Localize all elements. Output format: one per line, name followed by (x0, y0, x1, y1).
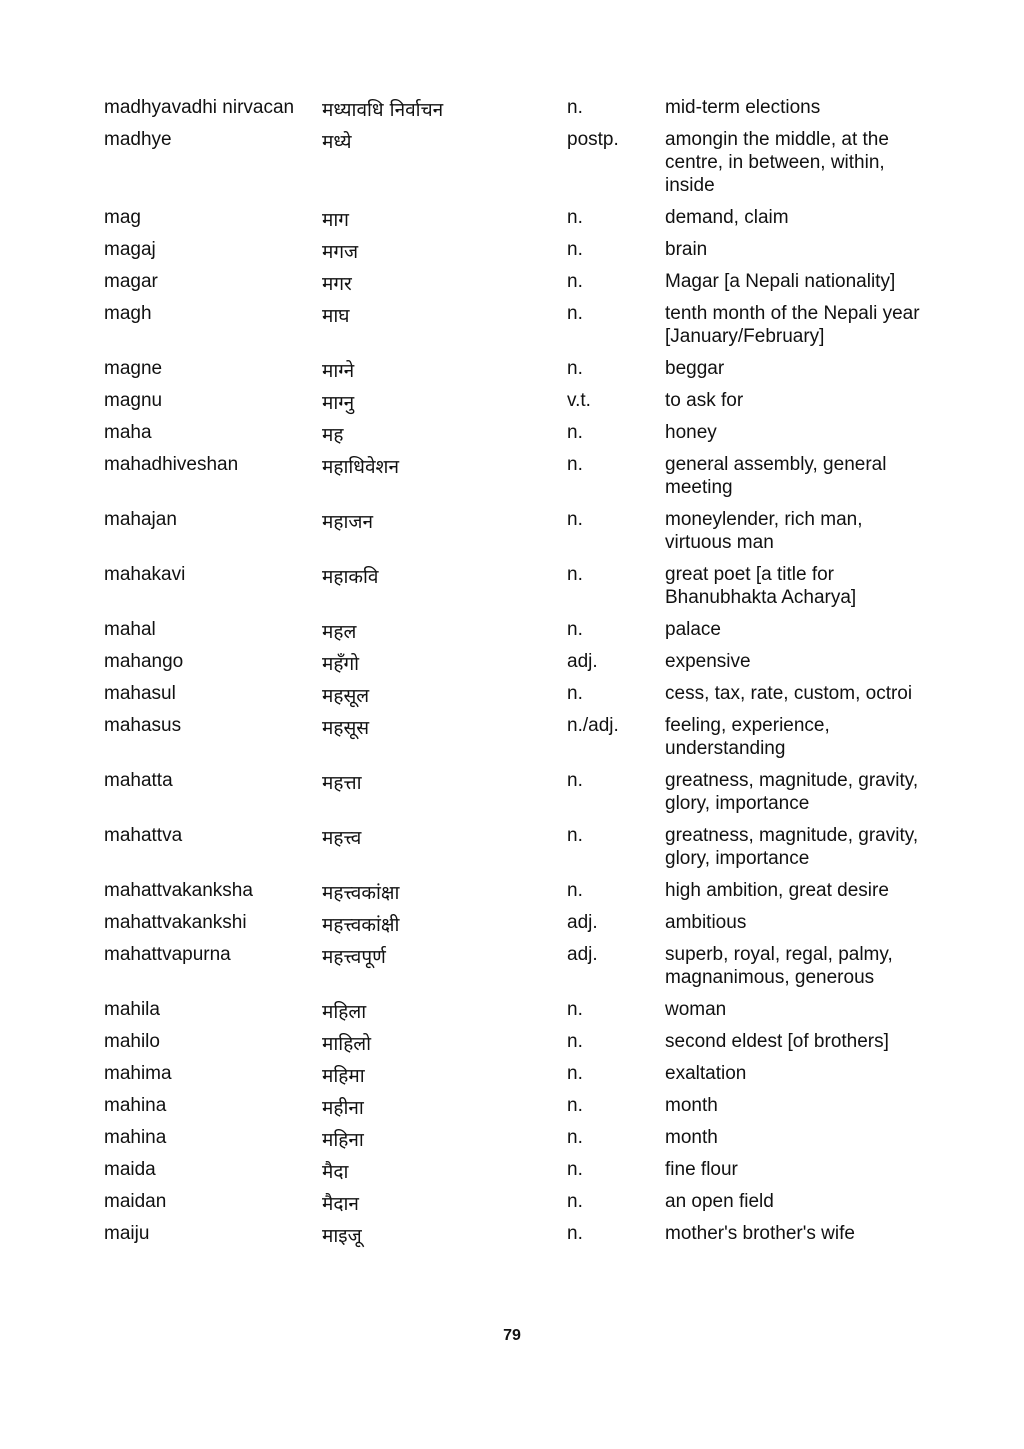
entry-devanagari: माइजू (322, 1225, 362, 1247)
entry-devanagari: माग्ने (322, 360, 355, 382)
entry-devanagari: महत्त्वपूर्ण (322, 946, 386, 968)
entry-romanized: mahango (104, 651, 184, 672)
entry-definition: honey (665, 422, 717, 443)
entry-part-of-speech: n. (567, 770, 583, 791)
entry-romanized: magar (104, 271, 158, 292)
page-number: 79 (503, 1327, 521, 1344)
dictionary-entry (0, 1062, 1024, 1094)
dictionary-entry (0, 96, 1024, 128)
entry-definition: demand, claim (665, 207, 789, 228)
entry-definition: cess, tax, rate, custom, octroi (665, 683, 913, 704)
entry-romanized: mahal (104, 619, 156, 640)
entry-definition: general assembly, general meeting (665, 454, 887, 498)
dictionary-entry (0, 1222, 1024, 1254)
entry-definition: woman (665, 999, 727, 1020)
dictionary-entry (0, 682, 1024, 714)
entry-devanagari: महत्त्वकांक्षा (322, 882, 400, 904)
entry-definition: greatness, magnitude, gravity, glory, importance (665, 770, 919, 814)
entry-definition: greatness, magnitude, gravity, glory, importance (665, 825, 919, 869)
entry-devanagari: मध्यावधि निर्वाचन (322, 99, 444, 121)
entry-definition: great poet [a title for Bhanubhakta Acharya] (665, 564, 857, 608)
entry-part-of-speech: n. (567, 1127, 583, 1148)
entry-devanagari: माहिलो (322, 1033, 372, 1055)
entry-romanized: mahatta (104, 770, 173, 791)
entry-part-of-speech: adj. (567, 944, 598, 965)
entry-romanized: magaj (104, 239, 156, 260)
entry-part-of-speech: n. (567, 683, 583, 704)
entry-part-of-speech: n. (567, 358, 583, 379)
entry-definition: palace (665, 619, 721, 640)
dictionary-entry (0, 453, 1024, 508)
entry-part-of-speech: n. (567, 1191, 583, 1212)
dictionary-entry (0, 1126, 1024, 1158)
entry-devanagari: महत्ता (322, 772, 362, 794)
entry-part-of-speech: n. (567, 271, 583, 292)
dictionary-entry (0, 714, 1024, 769)
entry-definition: second eldest [of brothers] (665, 1031, 889, 1052)
entry-definition: mother's brother's wife (665, 1223, 855, 1244)
entry-definition: Magar [a Nepali nationality] (665, 271, 896, 292)
entry-romanized: magh (104, 303, 152, 324)
entry-devanagari: महत्त्व (322, 827, 362, 849)
entry-devanagari: मैदान (322, 1193, 359, 1215)
dictionary-entry (0, 563, 1024, 618)
entry-devanagari: महसूस (322, 717, 370, 739)
entry-romanized: mahattvapurna (104, 944, 231, 965)
entry-definition: expensive (665, 651, 751, 672)
entry-romanized: magnu (104, 390, 163, 411)
entry-definition: an open field (665, 1191, 774, 1212)
entry-romanized: madhye (104, 129, 172, 150)
dictionary-entry (0, 238, 1024, 270)
entry-definition: moneylender, rich man, virtuous man (665, 509, 863, 553)
entry-definition: month (665, 1095, 718, 1116)
entry-definition: mid-term elections (665, 97, 821, 118)
entry-romanized: mahina (104, 1127, 167, 1148)
entry-part-of-speech: n. (567, 422, 583, 443)
entry-part-of-speech: n. (567, 454, 583, 475)
entry-definition: fine flour (665, 1159, 738, 1180)
entry-romanized: mahasus (104, 715, 182, 736)
entry-romanized: mahajan (104, 509, 177, 530)
entry-part-of-speech: adj. (567, 912, 598, 933)
entry-definition: brain (665, 239, 708, 260)
entry-devanagari: महत्त्वकांक्षी (322, 914, 400, 936)
entry-romanized: madhyavadhi nirvacan (104, 97, 295, 118)
entry-definition: feeling, experience, understanding (665, 715, 830, 759)
entry-part-of-speech: n. (567, 564, 583, 585)
entry-devanagari: मध्ये (322, 131, 352, 153)
entry-part-of-speech: n. (567, 1031, 583, 1052)
entry-romanized: mahasul (104, 683, 176, 704)
entry-devanagari: मगर (322, 273, 352, 295)
dictionary-entry (0, 270, 1024, 302)
entry-part-of-speech: n./adj. (567, 715, 619, 736)
entry-definition: exaltation (665, 1063, 747, 1084)
entry-devanagari: महँगो (322, 653, 360, 675)
entry-part-of-speech: n. (567, 97, 583, 118)
entry-definition: ambitious (665, 912, 747, 933)
entry-definition: tenth month of the Nepali year [January/February] (665, 303, 920, 347)
dictionary-entry (0, 1094, 1024, 1126)
dictionary-entry (0, 650, 1024, 682)
entry-definition: high ambition, great desire (665, 880, 889, 901)
dictionary-entry (0, 508, 1024, 563)
entry-devanagari: महाधिवेशन (322, 456, 400, 478)
entry-devanagari: महाकवि (322, 566, 379, 588)
entry-romanized: mahakavi (104, 564, 186, 585)
entry-devanagari: महाजन (322, 511, 374, 533)
dictionary-entry (0, 389, 1024, 421)
entry-part-of-speech: n. (567, 1223, 583, 1244)
dictionary-entry (0, 824, 1024, 879)
entry-part-of-speech: n. (567, 1063, 583, 1084)
entry-devanagari: महसूल (322, 685, 370, 707)
dictionary-entry (0, 769, 1024, 824)
entry-romanized: mahilo (104, 1031, 160, 1052)
entry-part-of-speech: postp. (567, 129, 619, 150)
entry-part-of-speech: n. (567, 207, 583, 228)
entry-part-of-speech: n. (567, 303, 583, 324)
entry-romanized: mahattva (104, 825, 183, 846)
entry-part-of-speech: v.t. (567, 390, 591, 411)
dictionary-entry (0, 1030, 1024, 1062)
entry-devanagari: महल (322, 621, 357, 643)
entry-definition: amongin the middle, at the centre, in between, within, inside (665, 129, 889, 196)
entry-part-of-speech: n. (567, 509, 583, 530)
entry-romanized: mahila (104, 999, 160, 1020)
dictionary-entry (0, 206, 1024, 238)
dictionary-entry (0, 421, 1024, 453)
entry-part-of-speech: n. (567, 1159, 583, 1180)
entry-part-of-speech: n. (567, 619, 583, 640)
entry-devanagari: माघ (322, 305, 350, 327)
entry-part-of-speech: n. (567, 999, 583, 1020)
dictionary-entry (0, 1190, 1024, 1222)
entry-devanagari: महिना (322, 1129, 364, 1151)
entry-devanagari: महिला (322, 1001, 367, 1023)
entry-devanagari: माग (322, 209, 349, 231)
dictionary-entry (0, 943, 1024, 998)
dictionary-entry (0, 911, 1024, 943)
dictionary-entry (0, 998, 1024, 1030)
entry-part-of-speech: adj. (567, 651, 598, 672)
entry-romanized: maida (104, 1159, 156, 1180)
dictionary-entry (0, 1158, 1024, 1190)
entry-devanagari: माग्नु (322, 392, 355, 414)
entry-definition: month (665, 1127, 718, 1148)
entry-part-of-speech: n. (567, 1095, 583, 1116)
entry-romanized: maiju (104, 1223, 150, 1244)
dictionary-entry (0, 618, 1024, 650)
entry-list (0, 96, 1024, 1254)
entry-romanized: magne (104, 358, 163, 379)
entry-romanized: mag (104, 207, 141, 228)
entry-devanagari: मैदा (322, 1161, 349, 1183)
entry-romanized: maidan (104, 1191, 167, 1212)
entry-devanagari: महीना (322, 1097, 364, 1119)
entry-definition: superb, royal, regal, palmy, magnanimous, generous (665, 944, 893, 988)
entry-romanized: mahima (104, 1063, 172, 1084)
entry-romanized: mahadhiveshan (104, 454, 239, 475)
dictionary-entry (0, 128, 1024, 206)
entry-definition: beggar (665, 358, 725, 379)
entry-romanized: mahina (104, 1095, 167, 1116)
entry-romanized: mahattvakanksha (104, 880, 253, 901)
entry-devanagari: मगज (322, 241, 359, 263)
dictionary-entry (0, 357, 1024, 389)
entry-romanized: maha (104, 422, 152, 443)
entry-devanagari: महिमा (322, 1065, 365, 1087)
entry-part-of-speech: n. (567, 880, 583, 901)
entry-devanagari: मह (322, 424, 344, 446)
dictionary-entry (0, 302, 1024, 357)
entry-part-of-speech: n. (567, 239, 583, 260)
dictionary-entry (0, 879, 1024, 911)
entry-part-of-speech: n. (567, 825, 583, 846)
entry-romanized: mahattvakankshi (104, 912, 247, 933)
entry-definition: to ask for (665, 390, 744, 411)
